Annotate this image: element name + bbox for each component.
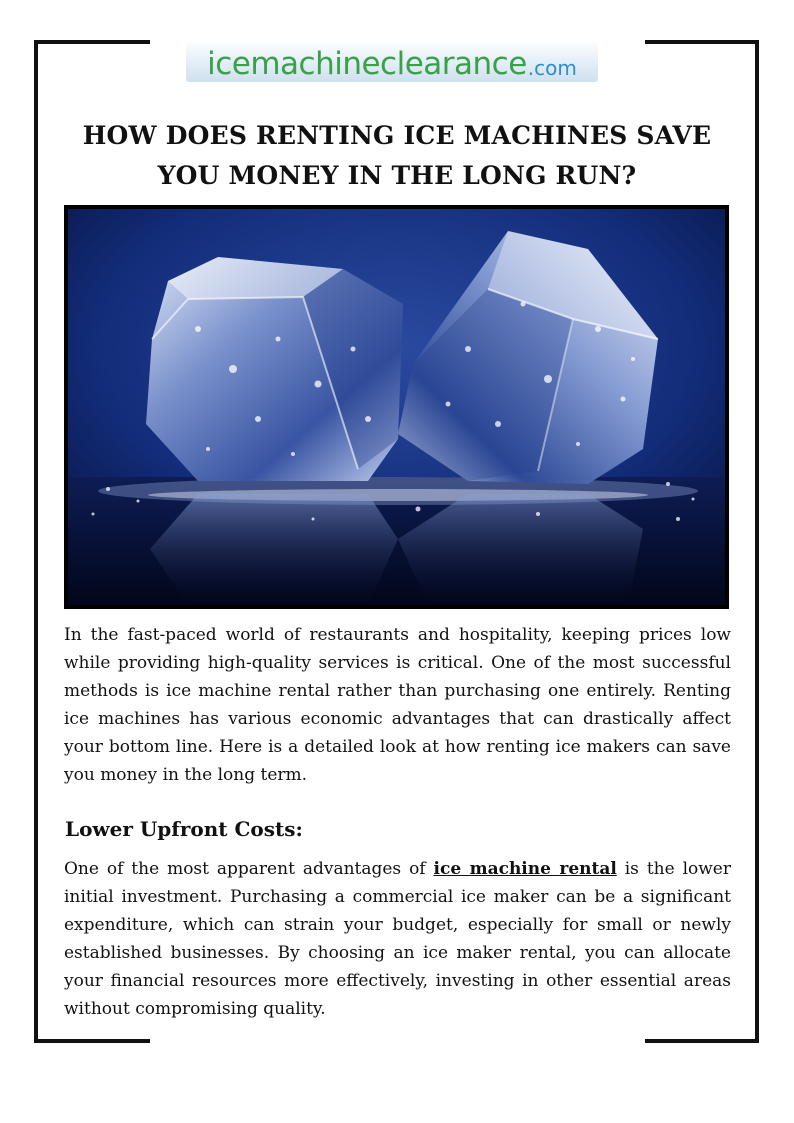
section-text-before: One of the most apparent advantages of [64,859,434,879]
frame-bottom-right-corner [645,1039,759,1043]
section-paragraph [64,855,731,1023]
frame-bottom-left-corner [34,1039,150,1043]
logo-wordmark: icemachineclearance [207,46,527,82]
section-heading: Lower Upfront Costs: [65,817,303,841]
section-text-after: is the lower initial investment. Purchasing a commercial ice maker can be a significant expenditure, which can strain your budget, especially for small or newly established businesses. By choosing an ice maker rental, you can allocate your financial resources more effectively, investing in other essential areas without compromising quality. [64,859,731,1019]
frame-left-border [34,40,38,1043]
frame-top-right-corner [645,40,759,44]
frame-right-border [755,40,759,1043]
ice-machine-rental-link[interactable]: ice machine rental [433,859,617,879]
frame-top-left-corner [34,40,150,44]
intro-paragraph: In the fast-paced world of restaurants and hospitality, keeping prices low while providing high-quality services is critical. One of the most successful methods is ice machine rental rather than purchasing one entirely. Renting ice machines has various economic advantages that can drastically affect your bottom line. Here is a detailed look at how renting ice makers can save you money in the long term. [64,625,731,785]
site-logo[interactable] [186,40,598,82]
logo-tld: .com [527,56,577,80]
ice-cubes-photo [64,205,729,609]
page-title: HOW DOES RENTING ICE MACHINES SAVE YOU MONEY IN THE LONG RUN? [82,121,712,190]
